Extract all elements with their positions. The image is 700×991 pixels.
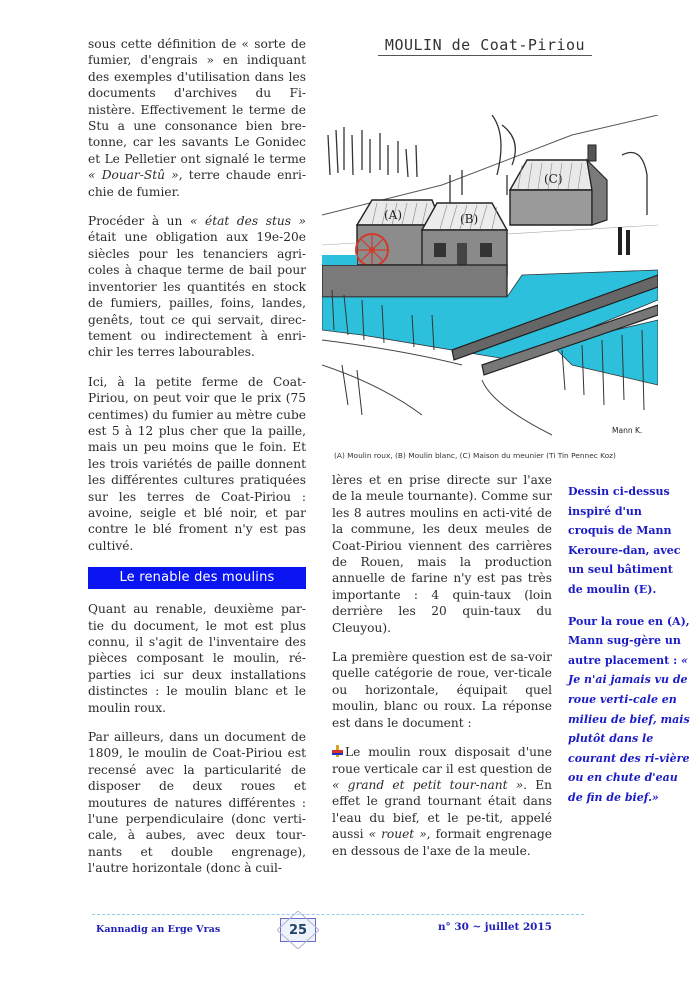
- section-heading-renable: Le renable des moulins: [88, 567, 306, 589]
- footer-publication-title: Kannadig an Erge Vras: [96, 924, 221, 935]
- figure-caption: (A) Moulin roux, (B) Moulin blanc, (C) Maison du meunier (Ti Tin Pennec Koz): [334, 451, 616, 460]
- paragraph-stu-definition: sous cette définition de « sorte de fumier, d'engrais » en indiquant des exemples d'utilisation dans les documents d'archives du Fi-nistère. Effectivement le terme de Stu a une consonance bien bre-tonne, car les savants Le Gonidec et Le Pelletier ont signalé le terme « Douar-Stû », terre chaude enri-chie de fumier.: [88, 37, 306, 199]
- paragraph-meules: lères et en prise directe sur l'axe de la meule tournante). Comme sur les 8 autres moulins en acti-vité de la commune, les deux meules de Coat-Piriou viennent des carrières de Rouen, mais la production annuelle de farine n'y est pas très importante : 4 quin-taux (loin derrière les 20 quin-taux du Cleuyou).: [332, 473, 552, 635]
- label-c: (C): [544, 172, 563, 186]
- sidebar-note-drawing-source: Dessin ci-dessus inspiré d'un croquis de Mann Keroure-dan, avec un seul bâtiment de moulin (E).: [568, 485, 681, 596]
- paragraph-premiere-question: La première question est de sa-voir quelle catégorie de roue, ver-ticale ou horizontale, équipait quel moulin, blanc ou roux. La réponse est dans le document :: [332, 650, 552, 730]
- water-wheel-icon: [356, 234, 388, 266]
- paragraph-renable: Quant au renable, deuxième par-tie du document, le mot est plus connu, il s'agit de l'inventaire des pièces composant le moulin, ré-parties ici sur deux installations distinctes : le moulin blanc et le moulin roux.: [88, 602, 306, 715]
- page-number: 25: [288, 922, 308, 938]
- sidebar-note-wheel-placement: Pour la roue en (A), Mann sug-gère un autre placement : « Je n'ai jamais vu de roue verti-cale en milieu de bief, mais plutôt dans le courant des ri-vière ou en chute d'eau de fin de bief.»: [568, 614, 690, 804]
- label-a: (A): [384, 208, 403, 222]
- sidebar-note: [568, 482, 690, 820]
- middle-column: [332, 472, 552, 872]
- cross-bullet-icon: [332, 745, 343, 757]
- sketch-signature: Mann K.: [612, 426, 643, 435]
- paragraph-etat-des-stus: Procéder à un « état des stus » était une obligation aux 19e-20e siècles pour les tenanciers agri-coles à chaque terme de bail pour inventorier les quantités en stock de fumiers, pailles, foins, landes, genêts, tout ce qui servait, direc-tement ou indirectement à enri-chir les terres labourables.: [88, 214, 306, 360]
- sketch-handwritten-title: MOULIN de Coat-Piriou: [378, 36, 592, 56]
- label-b: (B): [460, 212, 479, 226]
- paragraph-moulin-roux: Le moulin roux disposait d'une roue verticale car il est question de « grand et petit tour-nant ». En effet le grand tournant était dans l'eau du bief, et le pe-tit, appelé aussi « rouet », formait engrenage en dessous de l'axe de la meule.: [332, 745, 552, 858]
- paragraph-1809-document: Par ailleurs, dans un document de 1809, le moulin de Coat-Piriou est recensé avec la particularité de disposer de deux roues et moutures de natures différentes : l'une perpendiculaire (donc verti-cale, à aubes, avec deux tour-nants et double engrenage), l'autre horizontale (donc à cuil-: [88, 730, 306, 876]
- paragraph-coat-piriou-prices: Ici, à la petite ferme de Coat-Piriou, on peut voir que le prix (75 centimes) du fumier au mètre cube est 5 à 12 plus cher que la paille, mais un peu moins que le foin. Et les trois variétés de paille donnent les différentes cultures pratiquées sur les terres de Coat-Piriou : avoine, seigle et blé noir, et par contre le blé froment n'y est pas cultivé.: [88, 374, 306, 553]
- footer-divider: [92, 914, 584, 915]
- left-column: [88, 36, 306, 906]
- page-number-badge: [280, 918, 316, 942]
- mill-sketch-illustration: [322, 115, 658, 445]
- footer-issue: n° 30 ~ juillet 2015: [438, 921, 552, 933]
